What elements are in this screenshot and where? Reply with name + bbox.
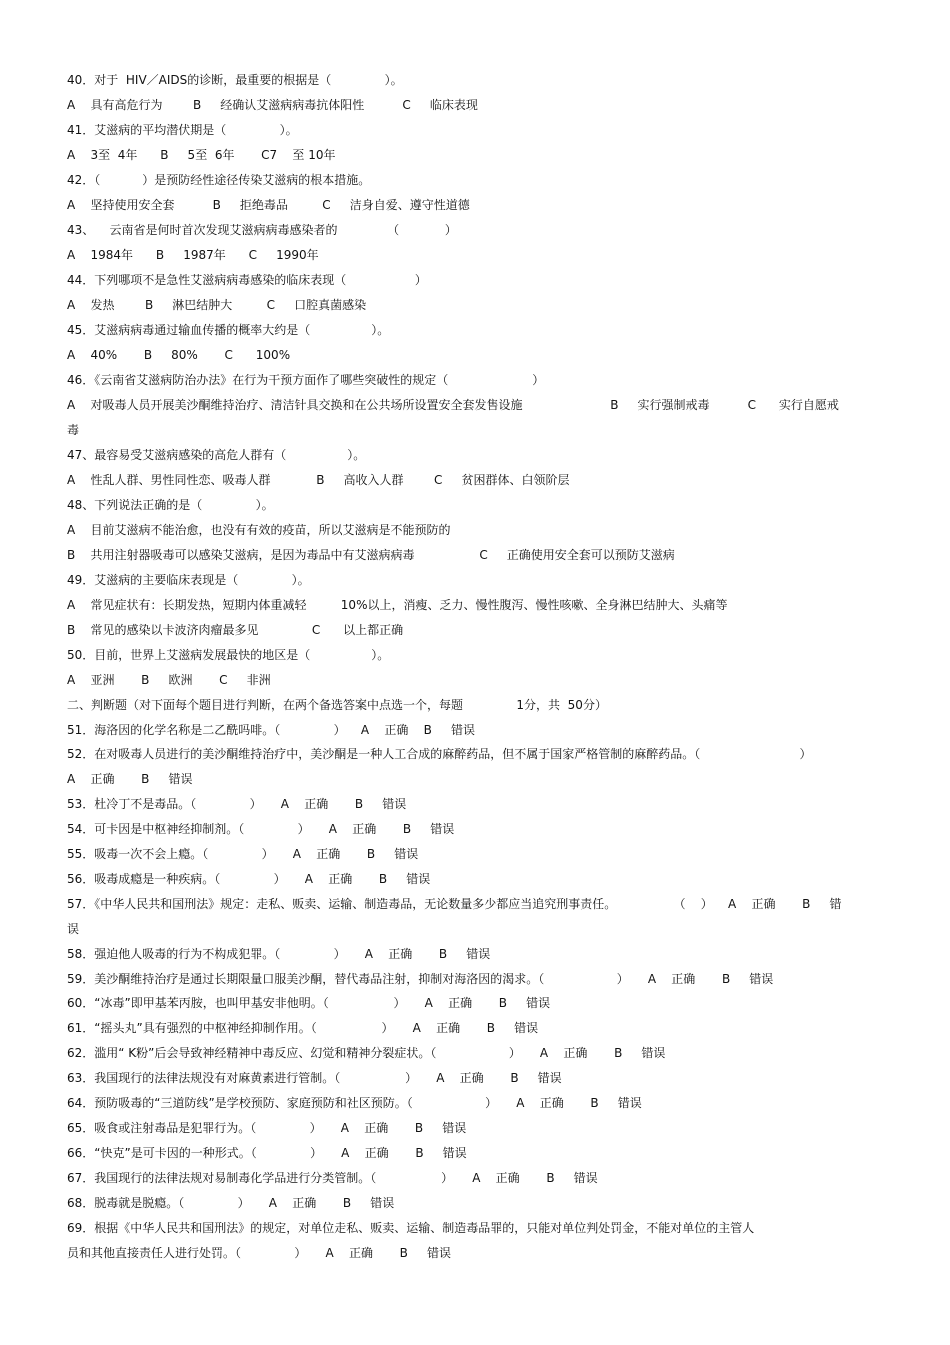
question-54: 54．可卡因是中枢神经抑制剂。（ ） A 正确 B 错误 xyxy=(67,822,455,836)
question-56: 56．吸毒成瘾是一种疾病。（ ） A 正确 B 错误 xyxy=(67,872,431,886)
question-40: 40．对于 HIV／AIDS的诊断，最重要的根据是（ ）。 xyxy=(67,73,403,87)
section-heading: 二、判断题（对下面每个题目进行判断，在两个备选答案中点选一个，每题 1分，共 50分） xyxy=(67,698,607,712)
question-52: 52．在对吸毒人员进行的美沙酮维持治疗中，美沙酮是一种人工合成的麻醉药品，但不属于国家严格管制的麻醉药品。（ ） xyxy=(67,747,812,761)
question-47: 47、最容易受艾滋病感染的高危人群有（ ）。 xyxy=(67,448,366,462)
question-58: 58．强迫他人吸毒的行为不构成犯罪。（ ） A 正确 B 错误 xyxy=(67,947,491,961)
question-59: 59．美沙酮维持治疗是通过长期限量口服美沙酮，替代毒品注射，抑制对海洛因的渴求。（ ） A 正确 B 错误 xyxy=(67,972,774,986)
question-50: 50．目前，世界上艾滋病发展最快的地区是（ ）。 xyxy=(67,648,390,662)
question-67: 67．我国现行的法律法规对易制毒化学品进行分类管制。（ ） A 正确 B 错误 xyxy=(67,1171,598,1185)
question-43: 43、 云南省是何时首次发现艾滋病病毒感染者的 （ ） xyxy=(67,223,457,237)
options-43: A 1984年 B 1987年 C 1990年 xyxy=(67,248,319,262)
option-49-bc: B 常见的感染以卡波济肉瘤最多见 C 以上都正确 xyxy=(67,623,404,637)
question-53: 53．杜冷丁不是毒品。（ ） A 正确 B 错误 xyxy=(67,797,407,811)
option-49-a: A 常见症状有：长期发热，短期内体重减轻 10%以上，消瘦、乏力、慢性腹泻、慢性咳嗽、全身淋巴结肿大、头痛等 xyxy=(67,598,728,612)
question-57: 57．《中华人民共和国刑法》规定：走私、贩卖、运输、制造毒品，无论数量多少都应当追究刑事责任。 （ ） A 正确 B 错 xyxy=(67,897,842,911)
question-61: 61．“摇头丸”具有强烈的中枢神经抑制作用。（ ） A 正确 B 错误 xyxy=(67,1021,539,1035)
options-44: A 发热 B 淋巴结肿大 C 口腔真菌感染 xyxy=(67,298,367,312)
options-52: A 正确 B 错误 xyxy=(67,772,193,786)
question-64: 64．预防吸毒的“三道防线”是学校预防、家庭预防和社区预防。（ ） A 正确 B 错误 xyxy=(67,1096,642,1110)
question-63: 63．我国现行的法律法规没有对麻黄素进行管制。（ ） A 正确 B 错误 xyxy=(67,1071,562,1085)
options-47: A 性乱人群、男性同性恋、吸毒人群 B 高收入人群 C 贫困群体、白领阶层 xyxy=(67,473,570,487)
question-49: 49．艾滋病的主要临床表现是（ ）。 xyxy=(67,573,310,587)
question-68: 68．脱毒就是脱瘾。（ ） A 正确 B 错误 xyxy=(67,1196,395,1210)
question-45: 45．艾滋病病毒通过输血传播的概率大约是（ ）。 xyxy=(67,323,390,337)
options-46-cont: 毒 xyxy=(67,423,80,437)
options-50: A 亚洲 B 欧洲 C 非洲 xyxy=(67,673,271,687)
options-41: A 3至 4年 B 5至 6年 C7 至 10年 xyxy=(67,148,336,162)
question-69: 69．根据《中华人民共和国刑法》的规定，对单位走私、贩卖、运输、制造毒品罪的，只能对单位判处罚金，不能对单位的主管人 xyxy=(67,1221,755,1235)
question-46: 46．《云南省艾滋病防治办法》在行为干预方面作了哪些突破性的规定（ ） xyxy=(67,373,545,387)
question-65: 65．吸食或注射毒品是犯罪行为。（ ） A 正确 B 错误 xyxy=(67,1121,467,1135)
options-45: A 40% B 80% C 100% xyxy=(67,348,291,362)
question-55: 55．吸毒一次不会上瘾。（ ） A 正确 B 错误 xyxy=(67,847,419,861)
question-60: 60．“冰毒”即甲基苯丙胺，也叫甲基安非他明。（ ） A 正确 B 错误 xyxy=(67,996,551,1010)
question-44: 44．下列哪项不是急性艾滋病病毒感染的临床表现（ ） xyxy=(67,273,427,287)
question-42: 42．（ ）是预防经性途径传染艾滋病的根本措施。 xyxy=(67,173,371,187)
question-48: 48、下列说法正确的是（ ）。 xyxy=(67,498,274,512)
question-57-cont: 误 xyxy=(67,922,80,936)
option-48-a: A 目前艾滋病不能治愈，也没有有效的疫苗，所以艾滋病是不能预防的 xyxy=(67,523,451,537)
option-48-bc: B 共用注射器吸毒可以感染艾滋病，是因为毒品中有艾滋病病毒 C 正确使用安全套可以预防艾滋病 xyxy=(67,548,675,562)
options-46: A 对吸毒人员开展美沙酮维持治疗、清洁针具交换和在公共场所设置安全套发售设施 B 实行强制戒毒 C 实行自愿戒 xyxy=(67,398,839,412)
question-51: 51．海洛因的化学名称是二乙酰吗啡。（ ） A 正确 B 错误 xyxy=(67,723,475,737)
question-62: 62．滥用“ K粉”后会导致神经精神中毒反应、幻觉和精神分裂症状。（ ） A 正确 B 错误 xyxy=(67,1046,666,1060)
options-40: A 具有高危行为 B 经确认艾滋病病毒抗体阳性 C 临床表现 xyxy=(67,98,478,112)
options-42: A 坚持使用安全套 B 拒绝毒品 C 洁身自爱、遵守性道德 xyxy=(67,198,470,212)
question-41: 41．艾滋病的平均潜伏期是（ ）。 xyxy=(67,123,298,137)
question-66: 66．“快克”是可卡因的一种形式。（ ） A 正确 B 错误 xyxy=(67,1146,467,1160)
question-69-cont: 员和其他直接责任人进行处罚。（ ） A 正确 B 错误 xyxy=(67,1246,451,1260)
